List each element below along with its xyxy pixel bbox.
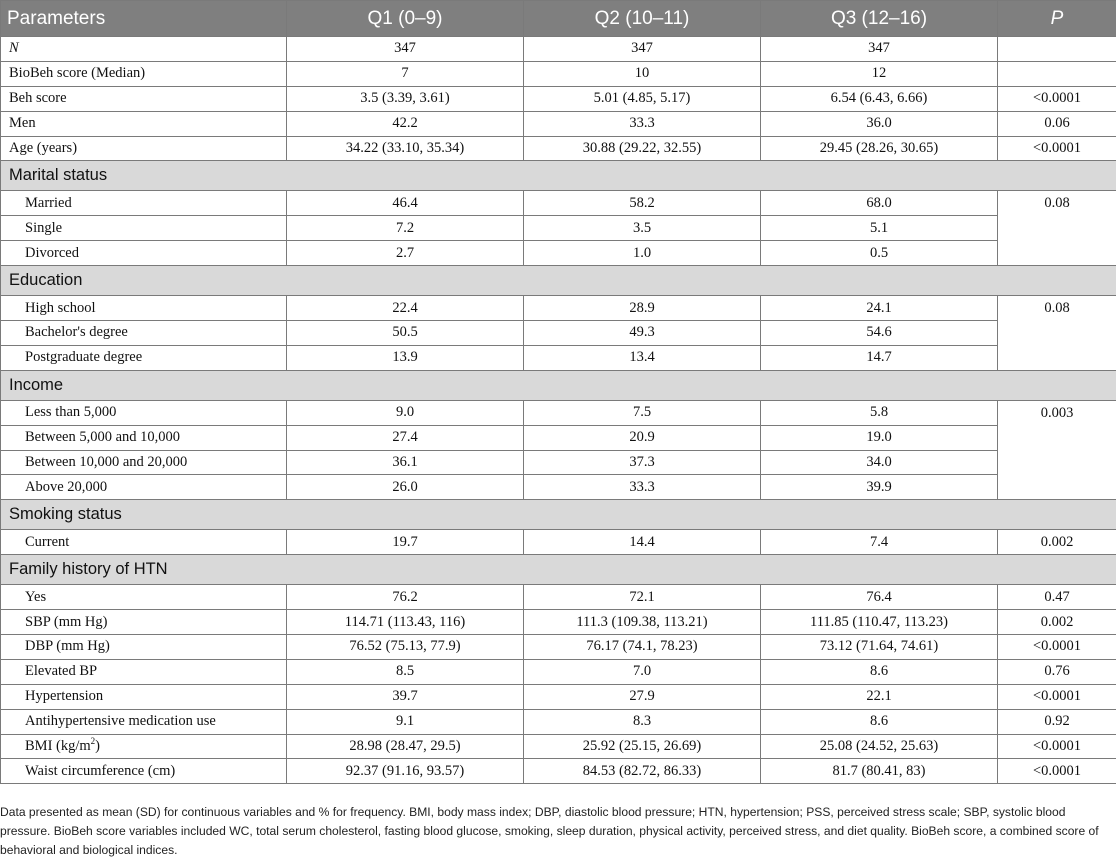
cell-q1: 76.2 [287, 585, 524, 610]
cell-q3: 73.12 (71.64, 74.61) [761, 635, 998, 660]
table-row [1, 37, 1116, 62]
cell-q2: 13.4 [524, 345, 761, 370]
header-q1: Q1 (0–9) [287, 1, 524, 37]
cell-p: <0.0001 [998, 136, 1116, 161]
cell-q2: 3.5 [524, 216, 761, 241]
table-row [1, 241, 1116, 266]
cell-q3: 68.0 [761, 191, 998, 216]
table-row [1, 709, 1116, 734]
table-row [1, 86, 1116, 111]
section-title: Education [1, 266, 1116, 296]
cell-q2: 7.0 [524, 659, 761, 684]
cell-q3: 81.7 (80.41, 83) [761, 759, 998, 784]
cell-q1: 22.4 [287, 296, 524, 321]
row-label: Less than 5,000 [1, 400, 287, 425]
table-row [1, 610, 1116, 635]
row-label: Divorced [1, 241, 287, 266]
cell-q1: 347 [287, 37, 524, 62]
cell-q3: 36.0 [761, 111, 998, 136]
row-label: Antihypertensive medication use [1, 709, 287, 734]
header-row [1, 1, 1116, 37]
cell-q3: 39.9 [761, 475, 998, 500]
row-label: Elevated BP [1, 659, 287, 684]
table-row [1, 61, 1116, 86]
row-label: Between 5,000 and 10,000 [1, 425, 287, 450]
header-p: P [998, 1, 1116, 37]
cell-q1: 114.71 (113.43, 116) [287, 610, 524, 635]
section-title: Family history of HTN [1, 555, 1116, 585]
row-label: Beh score [1, 86, 287, 111]
cell-q2: 33.3 [524, 475, 761, 500]
cell-q1: 28.98 (28.47, 29.5) [287, 734, 524, 759]
row-label: Single [1, 216, 287, 241]
cell-q3: 29.45 (28.26, 30.65) [761, 136, 998, 161]
table-row [1, 136, 1116, 161]
label-text: BMI (kg/m [25, 738, 91, 755]
cell-q1: 2.7 [287, 241, 524, 266]
cell-q2: 8.3 [524, 709, 761, 734]
row-label: Above 20,000 [1, 475, 287, 500]
cell-q3: 8.6 [761, 709, 998, 734]
cell-q2: 1.0 [524, 241, 761, 266]
table-row [1, 585, 1116, 610]
cell-q1: 46.4 [287, 191, 524, 216]
cell-q2: 7.5 [524, 400, 761, 425]
cell-q1: 42.2 [287, 111, 524, 136]
cell-p: 0.002 [998, 610, 1116, 635]
cell-q3: 54.6 [761, 321, 998, 346]
header-q3: Q3 (12–16) [761, 1, 998, 37]
cell-p: 0.76 [998, 659, 1116, 684]
cell-q3: 24.1 [761, 296, 998, 321]
row-label: Between 10,000 and 20,000 [1, 450, 287, 475]
table-row [1, 530, 1116, 555]
cell-q3: 6.54 (6.43, 6.66) [761, 86, 998, 111]
row-label: Age (years) [1, 136, 287, 161]
cell-q2: 76.17 (74.1, 78.23) [524, 635, 761, 660]
cell-q2: 14.4 [524, 530, 761, 555]
cell-p: <0.0001 [998, 635, 1116, 660]
row-label: N [1, 37, 287, 62]
section-row [1, 555, 1116, 585]
cell-p [998, 37, 1116, 62]
cell-p: 0.08 [998, 191, 1116, 266]
cell-q2: 33.3 [524, 111, 761, 136]
section-row [1, 370, 1116, 400]
cell-q1: 26.0 [287, 475, 524, 500]
cell-q1: 9.0 [287, 400, 524, 425]
table-header [1, 1, 1116, 37]
row-label: DBP (mm Hg) [1, 635, 287, 660]
cell-p: 0.002 [998, 530, 1116, 555]
table-row [1, 296, 1116, 321]
row-label: Postgraduate degree [1, 345, 287, 370]
header-parameters: Parameters [1, 1, 287, 37]
row-label: Hypertension [1, 684, 287, 709]
table-row [1, 759, 1116, 784]
row-label: Bachelor's degree [1, 321, 287, 346]
cell-q3: 34.0 [761, 450, 998, 475]
row-label: Men [1, 111, 287, 136]
cell-q1: 34.22 (33.10, 35.34) [287, 136, 524, 161]
row-label: High school [1, 296, 287, 321]
cell-q3: 12 [761, 61, 998, 86]
footnote: Data presented as mean (SD) for continuous variables and % for frequency. BMI, body mass index; DBP, diastolic blood pressure; HTN, hypertension; PSS, perceived stress scale; SBP, systolic blood pressure. BioBeh score variables included WC, total serum cholesterol, fasting blood glucose, smoking, sleep duration, physical activity, perceived stress, and diet quality. BioBeh score, a combined score of behavioral and biological indices. [0, 805, 1099, 857]
cell-p: <0.0001 [998, 86, 1116, 111]
cell-q1: 13.9 [287, 345, 524, 370]
cell-q2: 84.53 (82.72, 86.33) [524, 759, 761, 784]
cell-q2: 10 [524, 61, 761, 86]
cell-q3: 7.4 [761, 530, 998, 555]
row-label: Yes [1, 585, 287, 610]
cell-q3: 5.1 [761, 216, 998, 241]
cell-q2: 347 [524, 37, 761, 62]
cell-p: 0.08 [998, 296, 1116, 371]
section-title: Income [1, 370, 1116, 400]
table-row [1, 635, 1116, 660]
cell-p: 0.92 [998, 709, 1116, 734]
section-row [1, 266, 1116, 296]
cell-q1: 7.2 [287, 216, 524, 241]
table-row [1, 450, 1116, 475]
table-row [1, 321, 1116, 346]
section-row [1, 500, 1116, 530]
cell-q3: 25.08 (24.52, 25.63) [761, 734, 998, 759]
cell-q2: 37.3 [524, 450, 761, 475]
row-label: Waist circumference (cm) [1, 759, 287, 784]
cell-q2: 111.3 (109.38, 113.21) [524, 610, 761, 635]
table-row [1, 345, 1116, 370]
cell-p: 0.003 [998, 400, 1116, 500]
label-superscript: 2 [90, 736, 96, 747]
cell-q2: 58.2 [524, 191, 761, 216]
cell-q2: 49.3 [524, 321, 761, 346]
cell-p: <0.0001 [998, 759, 1116, 784]
section-title: Smoking status [1, 500, 1116, 530]
cell-q1: 39.7 [287, 684, 524, 709]
cell-q1: 3.5 (3.39, 3.61) [287, 86, 524, 111]
table-row [1, 191, 1116, 216]
cell-q2: 20.9 [524, 425, 761, 450]
cell-q2: 5.01 (4.85, 5.17) [524, 86, 761, 111]
cell-q3: 14.7 [761, 345, 998, 370]
cell-q3: 111.85 (110.47, 113.23) [761, 610, 998, 635]
section-row [1, 161, 1116, 191]
cell-q2: 30.88 (29.22, 32.55) [524, 136, 761, 161]
table-row [1, 425, 1116, 450]
cell-q1: 8.5 [287, 659, 524, 684]
cell-q3: 76.4 [761, 585, 998, 610]
cell-q3: 19.0 [761, 425, 998, 450]
cell-p: 0.47 [998, 585, 1116, 610]
table-row [1, 734, 1116, 759]
cell-q1: 50.5 [287, 321, 524, 346]
cell-q2: 72.1 [524, 585, 761, 610]
cell-p: <0.0001 [998, 684, 1116, 709]
cell-q1: 36.1 [287, 450, 524, 475]
table-row [1, 400, 1116, 425]
table-body [1, 37, 1116, 784]
table-row [1, 475, 1116, 500]
section-title: Marital status [1, 161, 1116, 191]
cell-q1: 27.4 [287, 425, 524, 450]
cell-q2: 27.9 [524, 684, 761, 709]
cell-q3: 347 [761, 37, 998, 62]
cell-q2: 28.9 [524, 296, 761, 321]
cell-q1: 76.52 (75.13, 77.9) [287, 635, 524, 660]
cell-q3: 5.8 [761, 400, 998, 425]
cell-p [998, 61, 1116, 86]
row-label [1, 734, 287, 759]
table-row [1, 684, 1116, 709]
table-row [1, 216, 1116, 241]
label-tail: ) [95, 738, 100, 755]
cell-p: 0.06 [998, 111, 1116, 136]
row-label: Married [1, 191, 287, 216]
cell-q1: 9.1 [287, 709, 524, 734]
cell-q2: 25.92 (25.15, 26.69) [524, 734, 761, 759]
cell-q3: 8.6 [761, 659, 998, 684]
cell-q3: 0.5 [761, 241, 998, 266]
row-label: Current [1, 530, 287, 555]
table-row [1, 659, 1116, 684]
cell-q1: 7 [287, 61, 524, 86]
row-label: SBP (mm Hg) [1, 610, 287, 635]
table-row [1, 111, 1116, 136]
cell-q1: 92.37 (91.16, 93.57) [287, 759, 524, 784]
cell-q1: 19.7 [287, 530, 524, 555]
row-label: BioBeh score (Median) [1, 61, 287, 86]
header-q2: Q2 (10–11) [524, 1, 761, 37]
cell-p: <0.0001 [998, 734, 1116, 759]
cell-q3: 22.1 [761, 684, 998, 709]
